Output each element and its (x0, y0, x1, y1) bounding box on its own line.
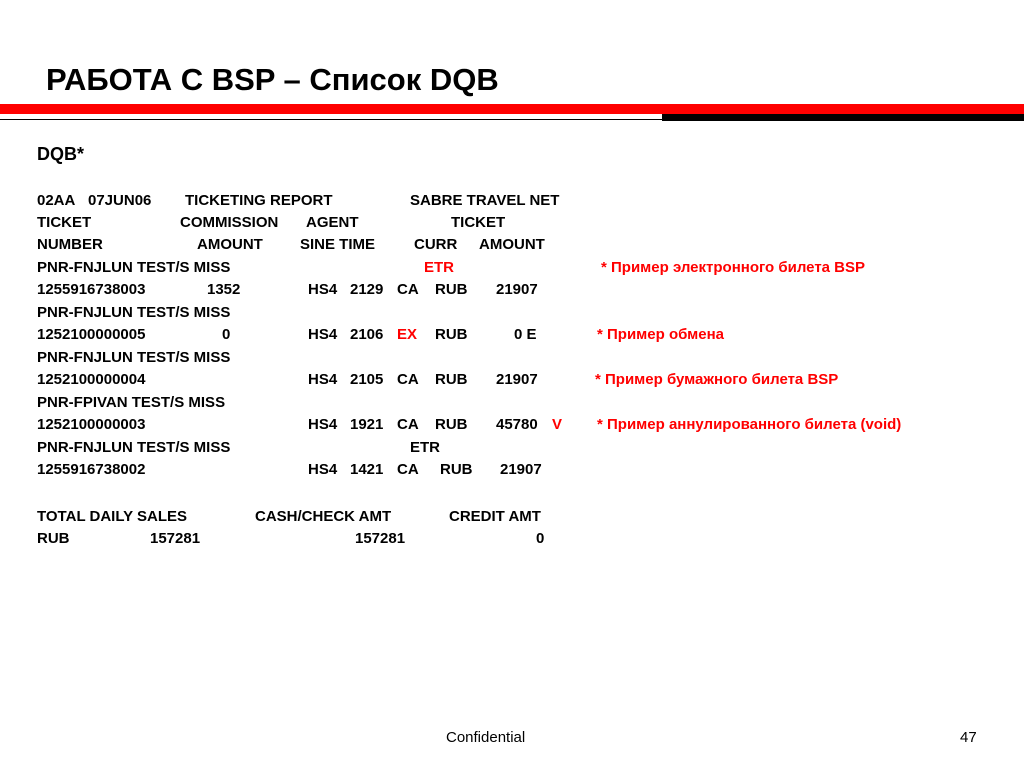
row-pnr-flag-etr: ETR (410, 439, 440, 456)
row-time: 1921 (350, 416, 384, 433)
row-amount: 21907 (496, 371, 538, 388)
row-type: CA (397, 371, 419, 388)
row-curr: RUB (435, 326, 468, 343)
col-header-agent: AGENT (306, 214, 359, 231)
row-time: 2105 (350, 371, 384, 388)
col-header-sine-time: SINE TIME (300, 236, 376, 253)
col-header-number: NUMBER (37, 236, 103, 253)
col-header-ticket: TICKET (37, 214, 92, 231)
row-pnr: PNR-FNJLUN TEST/S MISS (37, 259, 231, 276)
page-number: 47 (960, 729, 977, 746)
totals-cash: 157281 (355, 530, 406, 547)
row-time: 2106 (350, 326, 384, 343)
row-commission: 1352 (207, 281, 241, 298)
slide-title: РАБОТА С BSP – Список DQB (46, 62, 499, 97)
row-curr: RUB (435, 281, 468, 298)
row-pnr-flag-etr: ETR (424, 259, 454, 276)
title-underline-thin (0, 119, 662, 120)
row-ticket-number: 1252100000003 (37, 416, 146, 433)
col-header-curr: CURR (414, 236, 458, 253)
col-header-ticket2: TICKET (451, 214, 506, 231)
row-flag-void: V (552, 416, 563, 433)
row-amount: 0 E (514, 326, 537, 343)
totals-cash-label: CASH/CHECK AMT (255, 508, 392, 525)
row-note: * Пример аннулированного билета (void) (597, 416, 902, 433)
report-date: 07JUN06 (88, 192, 152, 209)
row-type: CA (397, 461, 419, 478)
totals-total: 157281 (150, 530, 201, 547)
row-sine: HS4 (308, 281, 338, 298)
row-note: * Пример электронного билета BSP (601, 259, 866, 276)
row-type: CA (397, 281, 419, 298)
totals-credit-label: CREDIT AMT (449, 508, 541, 525)
row-sine: HS4 (308, 416, 338, 433)
totals-label: TOTAL DAILY SALES (37, 508, 188, 525)
row-amount: 21907 (496, 281, 538, 298)
row-note: * Пример бумажного билета BSP (595, 371, 839, 388)
col-header-commission: COMMISSION (180, 214, 279, 231)
row-pnr: PNR-FPIVAN TEST/S MISS (37, 394, 226, 411)
row-commission: 0 (222, 326, 231, 343)
row-sine: HS4 (308, 371, 338, 388)
row-type-exchange: EX (397, 326, 418, 343)
row-amount: 21907 (500, 461, 542, 478)
row-note: * Пример обмена (597, 326, 725, 343)
row-curr: RUB (435, 371, 468, 388)
title-underline-red (0, 104, 1024, 114)
row-sine: HS4 (308, 326, 338, 343)
col-header-amount: AMOUNT (197, 236, 263, 253)
row-pnr: PNR-FNJLUN TEST/S MISS (37, 304, 231, 321)
command-text: DQB* (37, 144, 85, 164)
footer-confidential: Confidential (446, 729, 526, 746)
report-agency: SABRE TRAVEL NET (410, 192, 560, 209)
row-sine: HS4 (308, 461, 338, 478)
report-title: TICKETING REPORT (185, 192, 333, 209)
row-pnr: PNR-FNJLUN TEST/S MISS (37, 349, 231, 366)
row-ticket-number: 1255916738003 (37, 281, 146, 298)
row-amount: 45780 (496, 416, 538, 433)
row-pnr: PNR-FNJLUN TEST/S MISS (37, 439, 231, 456)
row-time: 2129 (350, 281, 384, 298)
totals-currency: RUB (37, 530, 70, 547)
row-ticket-number: 1252100000004 (37, 371, 146, 388)
row-ticket-number: 1255916738002 (37, 461, 146, 478)
row-time: 1421 (350, 461, 384, 478)
row-curr: RUB (440, 461, 473, 478)
report-id: 02AA (37, 192, 76, 209)
col-header-amount2: AMOUNT (479, 236, 545, 253)
totals-credit: 0 (536, 530, 545, 547)
title-underline-black (662, 114, 1024, 121)
row-type: CA (397, 416, 419, 433)
row-curr: RUB (435, 416, 468, 433)
row-ticket-number: 1252100000005 (37, 326, 146, 343)
